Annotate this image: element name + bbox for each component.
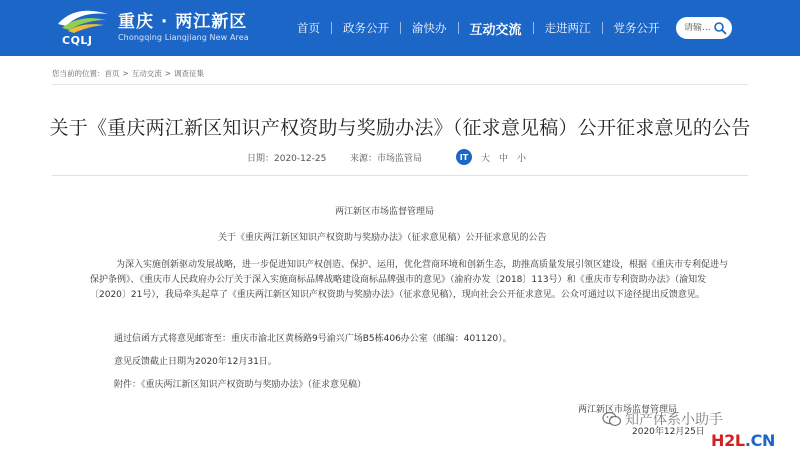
nav-about-liangjiang[interactable]: 走进两江 bbox=[544, 21, 591, 35]
article-subtitle: 关于《重庆两江新区知识产权资助与奖励办法》（征求意见稿）公开征求意见的公告 bbox=[218, 233, 547, 243]
publish-date: 日期：2020-12-25 bbox=[247, 154, 327, 164]
watermark-h2l: H2L bbox=[711, 431, 745, 450]
attachment-link[interactable]: 附件：《重庆两江新区知识产权资助与奖励办法》（征求意见稿） bbox=[114, 380, 367, 390]
body-paragraph: 为深入实施创新驱动发展战略，进一步促进知识产权创造、保护、运用，优化营商环境和创新生态，助推高质量发展引领区建设，根据《重庆市专利促进与保护条例》、《重庆市人民政府办公厅关于深入实施商标品牌战略建设商标品牌强市的意见》（渝府办发〔2018〕113号）和《重庆市专利资助办法》（渝知发〔2020〕21号），我局牵头起草了《重庆两江新区知识产权资助与奖励办法》（征求意见稿），现向社会公开征求意见。公众可通过以下途径提出反馈意见。 bbox=[90, 260, 729, 300]
issuer-heading: 两江新区市场监督管理局 bbox=[335, 207, 435, 217]
wechat-watermark bbox=[602, 409, 723, 429]
page-title: 关于《重庆两江新区知识产权资助与奖励办法》（征求意见稿）公开征求意见的公告 bbox=[49, 117, 751, 139]
wechat-icon bbox=[602, 411, 622, 427]
logo-subtitle: Chongqing Liangjiang New Area bbox=[118, 33, 249, 42]
font-size-small[interactable]: 小 bbox=[517, 153, 527, 164]
article-source: 来源：市场监管局 bbox=[350, 154, 423, 164]
font-size-large[interactable]: 大 bbox=[481, 153, 491, 164]
breadcrumb-separator: > bbox=[164, 69, 172, 78]
signature-date: 2020年12月25日 bbox=[632, 427, 705, 437]
breadcrumb-prefix: 您当前的位置： bbox=[52, 69, 105, 78]
deadline-paragraph: 意见反馈截止日期为2020年12月31日。 bbox=[114, 357, 277, 367]
signature-org: 两江新区市场监督管理局 bbox=[578, 405, 678, 415]
font-size-icon: IT bbox=[456, 149, 472, 165]
wechat-account-name: 知产体系小助手 bbox=[625, 412, 723, 428]
breadcrumb-separator: > bbox=[122, 69, 129, 78]
nav-party-affairs[interactable]: 党务公开 bbox=[613, 21, 660, 35]
font-size-medium[interactable]: 中 bbox=[499, 153, 509, 164]
breadcrumb-survey[interactable]: 调查征集 bbox=[174, 69, 205, 78]
nav-home[interactable]: 首页 bbox=[297, 21, 320, 35]
nav-interaction[interactable]: 互动交流 bbox=[469, 22, 522, 38]
logo-abbr: CQLJ bbox=[62, 34, 93, 47]
site-watermark bbox=[711, 431, 775, 450]
watermark-cn: .CN bbox=[744, 431, 776, 450]
nav-gov-affairs[interactable]: 政务公开 bbox=[343, 21, 389, 35]
mailing-address-paragraph: 通过信函方式将意见邮寄至：重庆市渝北区黄杨路9号渝兴广场B5栋406办公室（邮编：401120）。 bbox=[114, 334, 512, 344]
nav-yukuaiban[interactable]: 渝快办 bbox=[412, 21, 447, 35]
breadcrumb-home[interactable]: 首页 bbox=[104, 69, 120, 78]
breadcrumb-interaction[interactable]: 互动交流 bbox=[131, 69, 162, 78]
logo-title: 重庆 · 两江新区 bbox=[118, 12, 248, 32]
